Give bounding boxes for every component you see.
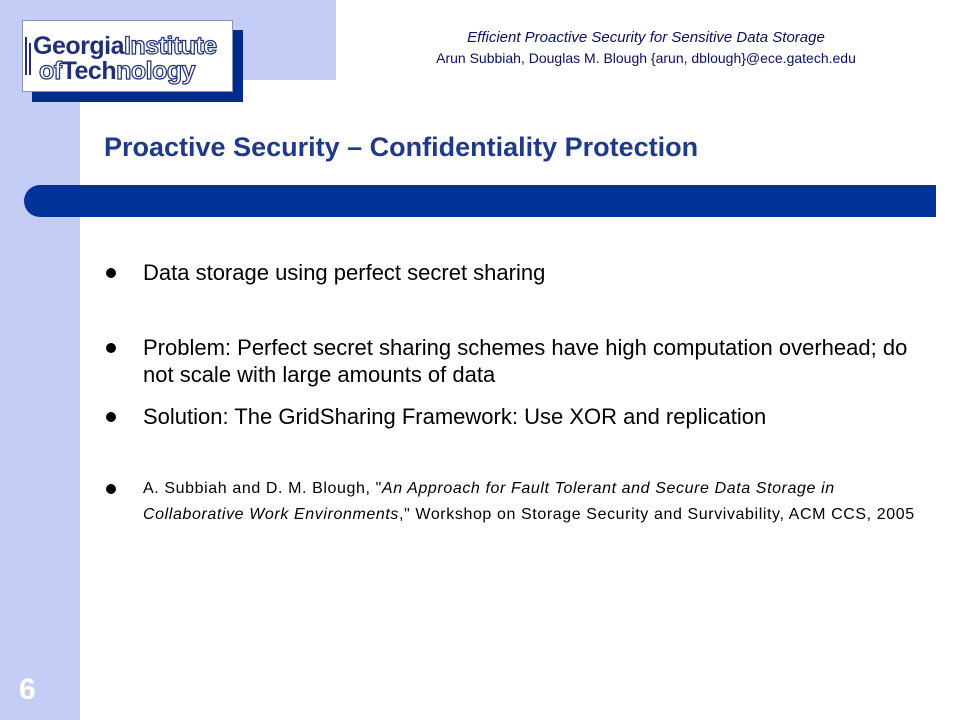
logo-line-1	[33, 33, 217, 59]
citation-title: An Approach for Fault Tolerant and Secure Data Storage in Collaborative Work Environments	[143, 480, 835, 523]
title-underline-bar	[24, 185, 936, 217]
logo-of: of	[39, 57, 62, 85]
bullet-dot	[106, 484, 116, 494]
presentation-authors: Arun Subbiah, Douglas M. Blough {arun, dblough}@ece.gatech.edu	[436, 50, 856, 66]
presentation-title: Efficient Proactive Security for Sensitive Data Storage	[467, 29, 825, 46]
logo-tech: Tech	[61, 57, 117, 85]
logo-nology: nology	[116, 57, 196, 85]
page-number: 6	[19, 673, 36, 706]
bullet-item-1: Data storage using perfect secret sharing	[143, 260, 546, 285]
bullet-dot	[106, 343, 116, 353]
logo-bars-icon	[25, 37, 33, 75]
bullet-item-3: Solution: The GridSharing Framework: Use XOR and replication	[143, 404, 767, 429]
bullet-dot	[106, 412, 116, 422]
bullet-dot	[106, 268, 116, 278]
slide-title: Proactive Security – Confidentiality Protection	[104, 132, 699, 162]
citation-venue: ," Workshop on Storage Security and Survivability, ACM CCS, 2005	[399, 506, 915, 523]
citation-item	[143, 476, 933, 528]
bullet-item-2: Problem: Perfect secret sharing schemes have high computation overhead; do not scale with large amounts of data	[143, 335, 908, 387]
georgia-tech-logo	[22, 20, 233, 92]
logo-institute: Institute	[123, 32, 217, 60]
citation-authors: A. Subbiah and D. M. Blough, "	[143, 480, 382, 497]
left-accent-strip	[0, 0, 80, 720]
logo-georgia: Georgia	[33, 32, 124, 60]
logo-line-2	[39, 58, 195, 84]
